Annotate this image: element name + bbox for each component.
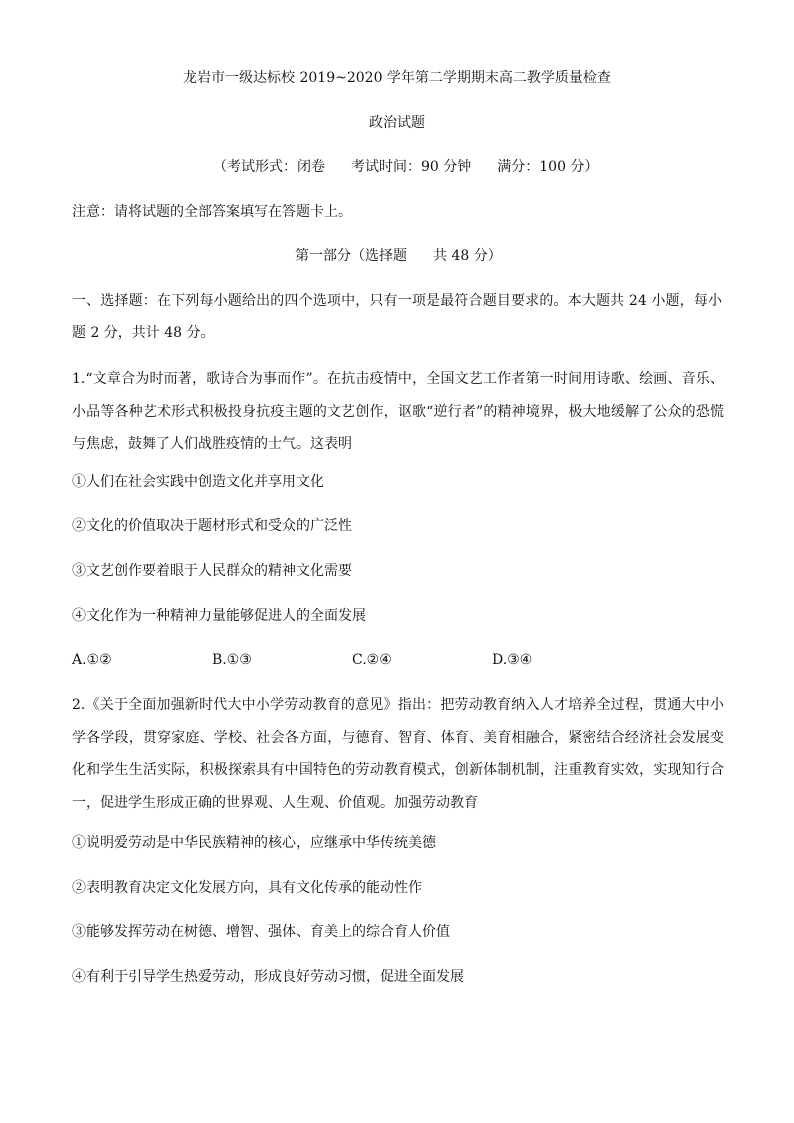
question-2-item-2: ②表明教育决定文化发展方向，具有文化传承的能动性作: [72, 880, 422, 896]
notice: 注意：请将试题的全部答案填写在答题卡上。: [72, 204, 352, 220]
question-2-item-3: ③能够发挥劳动在树德、增智、强体、育美上的综合育人价值: [72, 924, 450, 940]
question-1-item-3: ③文艺创作要着眼于人民群众的精神文化需要: [72, 563, 352, 579]
question-1-item-4: ④文化作为一种精神力量能够促进人的全面发展: [72, 608, 366, 624]
part1-heading: [295, 246, 502, 266]
exam-form: （考试形式：闭卷: [213, 159, 325, 175]
exam-title: 龙岩市一级达标校 2019~2020 学年第二学期期末高二教学质量检查: [183, 70, 611, 86]
question-1-item-1: ①人们在社会实践中创造文化并享用文化: [72, 474, 324, 490]
question-1-option-b: B.①③: [212, 652, 252, 668]
question-2-item-1: ①说明爱劳动是中华民族精神的核心，应继承中华传统美德: [72, 835, 436, 851]
question-1-option-a: A.①②: [72, 652, 112, 668]
subject-title: 政治试题: [369, 115, 425, 131]
section1-instruction: 一、选择题：在下列每小题给出的四个选项中，只有一项是最符合题目要求的。本大题共 24 小题，每小题 2 分，共计 48 分。: [72, 293, 722, 341]
question-1-option-c: C.②④: [352, 652, 392, 668]
exam-info: [213, 157, 598, 177]
question-1-stem: 1.“文章合为时而著，歌诗合为事而作”。在抗击疫情中，全国文艺工作者第一时间用诗歌、绘画、音乐、小品等各种艺术形式积极投身抗疫主题的文艺创作，讴歌“逆行者”的精神境界，极大地缓解了公众的恐慌与焦虑，鼓舞了人们战胜疫情的士气。这表明: [72, 371, 724, 453]
full-score: 满分：100 分）: [497, 159, 599, 175]
part1-score: 共 48 分）: [433, 248, 502, 264]
part1-title: 第一部分（选择题: [295, 248, 407, 264]
question-1-option-d: D.③④: [492, 652, 533, 668]
question-2-item-4: ④有利于引导学生热爱劳动，形成良好劳动习惯，促进全面发展: [72, 969, 464, 985]
question-2-stem: 2.《关于全面加强新时代大中小学劳动教育的意见》指出：把劳动教育纳入人才培养全过程，贯通大中小学各学段，贯穿家庭、学校、社会各方面，与德育、智育、体育、美育相融合，紧密结合经济社会发展变化和学生生活实际，积极探索具有中国特色的劳动教育模式，创新体制机制，注重教育实效，实现知行合一，促进学生形成正确的世界观、人生观、价值观。加强劳动教育: [72, 697, 724, 811]
exam-time: 考试时间：90 分钟: [351, 159, 472, 175]
question-1-item-2: ②文化的价值取决于题材形式和受众的广泛性: [72, 518, 352, 534]
